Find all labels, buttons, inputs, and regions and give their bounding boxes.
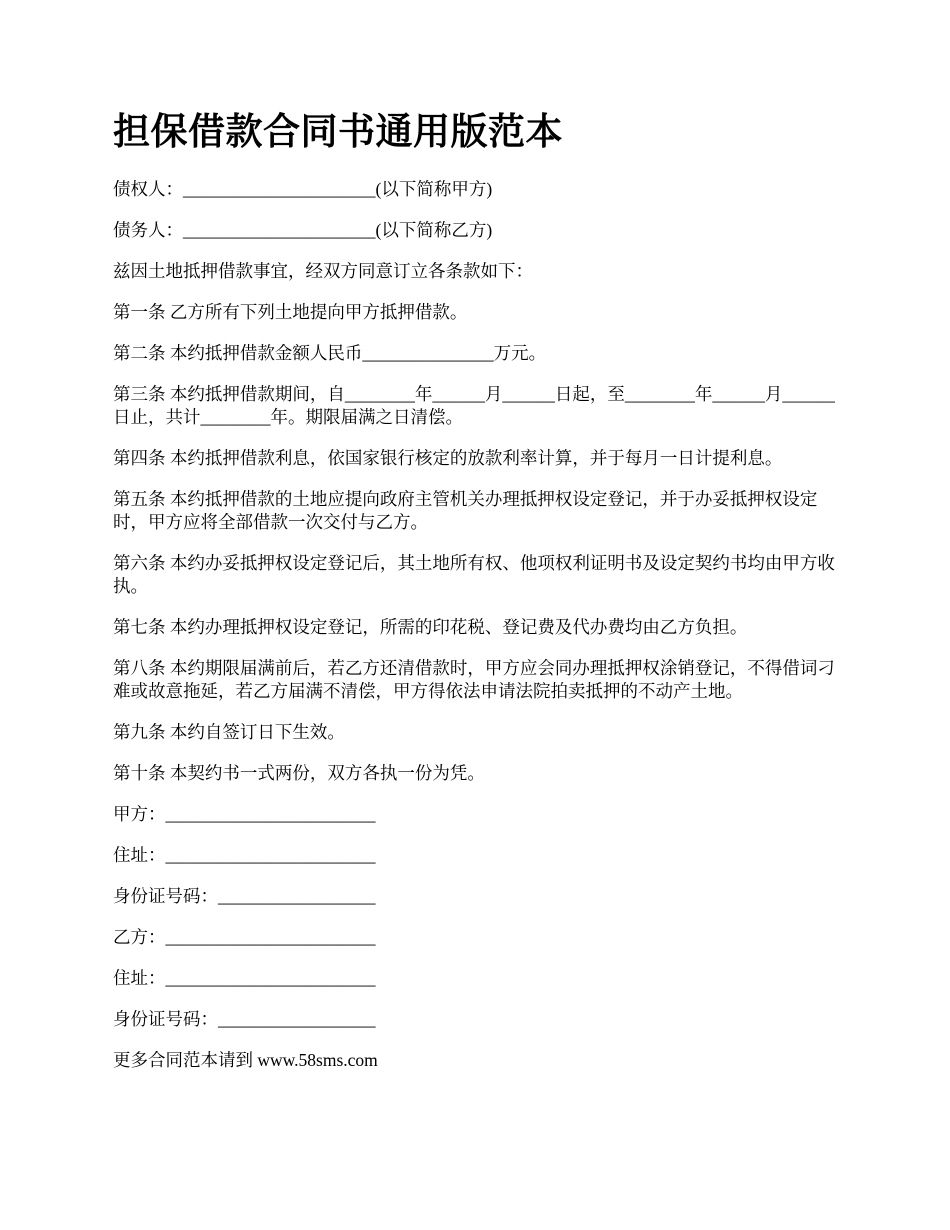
article-10: 第十条 本契约书一式两份，双方各执一份为凭。 (113, 763, 485, 783)
document-title: 担保借款合同书通用版范本 (113, 112, 563, 153)
article-5: 第五条 本约抵押借款的土地应提向政府主管机关办理抵押权设定登记，并于办妥抵押权设定时，甲方应将全部借款一次交付与乙方。 (113, 489, 818, 532)
footer-line: 更多合同范本请到 www.58sms.com (113, 1050, 378, 1070)
debtor-line: 债务人：______________________(以下简称乙方) (113, 220, 493, 240)
article-6: 第六条 本约办妥抵押权设定登记后，其土地所有权、他项权利证明书及设定契约书均由甲方收执。 (113, 553, 835, 596)
article-2: 第二条 本约抵押借款金额人民币_______________万元。 (113, 343, 547, 363)
article-7: 第七条 本约办理抵押权设定登记，所需的印花税、登记费及代办费均由乙方负担。 (113, 617, 748, 637)
creditor-line: 债权人：______________________(以下简称甲方) (113, 179, 493, 199)
party-a-line: 甲方：________________________ (113, 804, 376, 824)
party-b-line: 乙方：________________________ (113, 927, 376, 947)
document-body (113, 178, 838, 1072)
intro-line: 兹因土地抵押借款事宜，经双方同意订立各条款如下： (113, 261, 533, 281)
article-1: 第一条 乙方所有下列土地提向甲方抵押借款。 (113, 302, 468, 322)
article-3: 第三条 本约抵押借款期间，自________年______月______日起，至________年______月______日止，共计________年。期限届满之日清偿。 (113, 384, 835, 427)
party-a-id-line: 身份证号码：__________________ (113, 886, 376, 906)
article-8: 第八条 本约期限届满前后，若乙方还清借款时，甲方应会同办理抵押权涂销登记，不得借词刁难或故意拖延，若乙方届满不清偿，甲方得依法申请法院拍卖抵押的不动产土地。 (113, 658, 835, 701)
article-9: 第九条 本约自签订日下生效。 (113, 722, 345, 742)
article-4: 第四条 本约抵押借款利息，依国家银行核定的放款利率计算，并于每月一日计提利息。 (113, 448, 783, 468)
party-a-address-line: 住址：________________________ (113, 845, 376, 865)
party-b-id-line: 身份证号码：__________________ (113, 1009, 376, 1029)
party-b-address-line: 住址：________________________ (113, 968, 376, 988)
